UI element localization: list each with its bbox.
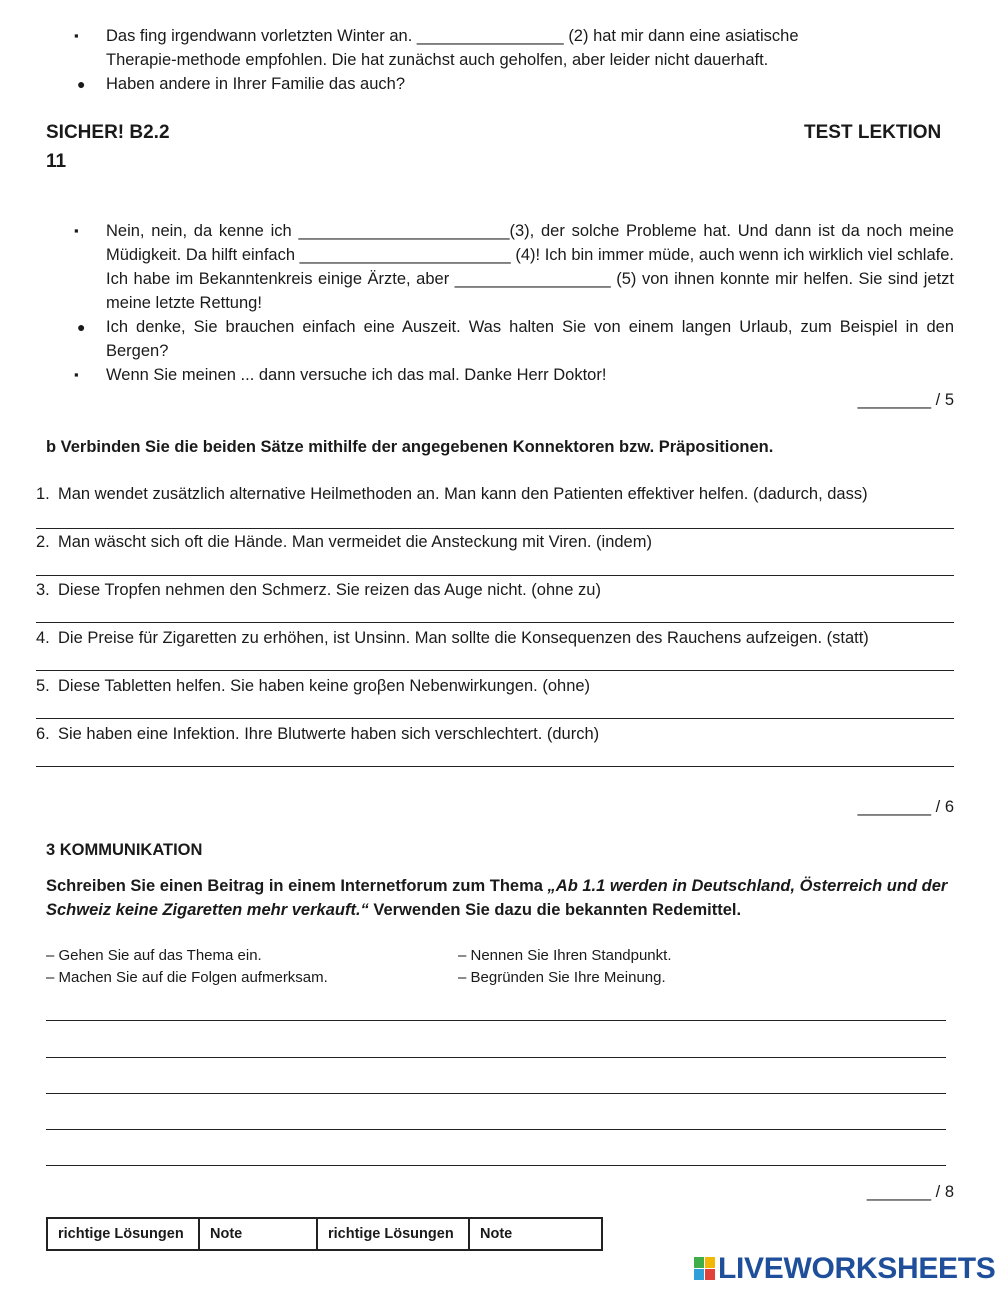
answer-line[interactable] [36,670,954,671]
answer-line[interactable] [36,575,954,576]
section-b-title: b Verbinden Sie die beiden Sätze mithilfe der angegebenen Konnektoren bzw. Präpositionen. [46,438,774,456]
round-bullet-icon: ● [77,76,86,92]
square-bullet-icon: ▪ [74,28,79,43]
logo-text: LIVEWORKSHEETS [718,1252,996,1285]
writing-line[interactable] [46,1129,946,1130]
dialogue-paragraph: Nein, nein, da kenne ich _______________________(3), der solche Probleme hat. Und dann ist da noch meine Müdigkeit. Da hilft einfach _______________________ (4)! Ich bin immer müde, auch wenn ich wirklich viel schlafe. Ich habe im Bekanntenkreis einige Ärzte, aber _________________ (5) von ihnen konnte mir helfen. Sie sind jetzt meine letzte Rettung! [106,222,954,312]
grade-cell-label: richtige Lösungen [47,1218,199,1250]
round-bullet-icon: ● [77,319,86,335]
grade-table [46,1217,603,1251]
liveworksheets-logo[interactable] [694,1254,996,1284]
score-a: ________ / 5 [857,391,954,409]
answer-line[interactable] [36,528,954,529]
header-title-right: TEST LEKTION [804,122,942,143]
square-bullet-icon: ▪ [74,367,79,382]
exercise-sentence: Sie haben eine Infektion. Ihre Blutwerte haben sich verschlechtert. (durch) [58,725,600,743]
exercise-sentence: Diese Tabletten helfen. Sie haben keine groβen Nebenwirkungen. (ohne) [58,677,591,695]
score-b: ________ / 6 [857,798,954,816]
item-number: 1. [36,485,50,503]
exercise-sentence: Diese Tropfen nehmen den Schmerz. Sie reizen das Auge nicht. (ohne zu) [58,581,601,599]
exercise-sentence: Man wendet zusätzlich alternative Heilmethoden an. Man kann den Patienten effektiver helfen. (dadurch, dass) [58,485,868,503]
dialogue-line: Das fing irgendwann vorletzten Winter an. ________________ (2) hat mir dann eine asiatische [106,27,799,45]
answer-line[interactable] [36,766,954,767]
section-3-title: 3 KOMMUNIKATION [46,841,203,859]
exercise-sentence: Die Preise für Zigaretten zu erhöhen, ist Unsinn. Man sollte die Konsequenzen des Rauchens aufzeigen. (statt) [58,629,869,647]
writing-point: – Machen Sie auf die Folgen aufmerksam. [46,969,328,986]
header-title-left: SICHER! B2.2 [46,122,170,143]
liveworksheets-logo-icon [694,1257,716,1281]
header-lesson-number: 11 [46,151,67,172]
writing-line[interactable] [46,1165,946,1166]
dialogue-paragraph: Wenn Sie meinen ... dann versuche ich das mal. Danke Herr Doktor! [106,366,607,384]
item-number: 2. [36,533,50,551]
dialogue-line: Therapie-methode empfohlen. Die hat zunächst auch geholfen, aber leider nicht dauerhaft. [106,51,769,69]
grade-cell-label: richtige Lösungen [317,1218,469,1250]
item-number: 6. [36,725,50,743]
writing-line[interactable] [46,1020,946,1021]
item-number: 5. [36,677,50,695]
writing-point: – Gehen Sie auf das Thema ein. [46,947,262,964]
section-3-instruction [46,874,956,922]
answer-line[interactable] [36,718,954,719]
item-number: 4. [36,629,50,647]
writing-point: – Nennen Sie Ihren Standpunkt. [458,947,672,964]
writing-point: – Begründen Sie Ihre Meinung. [458,969,666,986]
exercise-sentence: Man wäscht sich oft die Hände. Man vermeidet die Ansteckung mit Viren. (indem) [58,533,652,551]
instruction-suffix: Verwenden Sie dazu die bekannten Redemittel. [368,901,742,919]
grade-cell-label: Note [199,1218,317,1250]
instruction-prefix: Schreiben Sie einen Beitrag in einem Internetforum zum Thema [46,877,548,895]
writing-line[interactable] [46,1093,946,1094]
square-bullet-icon: ▪ [74,223,79,238]
answer-line[interactable] [36,622,954,623]
item-number: 3. [36,581,50,599]
dialogue-paragraph: Ich denke, Sie brauchen einfach eine Auszeit. Was halten Sie von einem langen Urlaub, zum Beispiel in den Bergen? [106,318,954,360]
dialogue-line: Haben andere in Ihrer Familie das auch? [106,75,406,93]
score-3: _______ / 8 [866,1183,954,1201]
writing-line[interactable] [46,1057,946,1058]
instruction-topic: „Ab 1.1 werden in Deutschland, Österreich und der Schweiz keine Zigaretten mehr verkauft.“ [46,877,948,919]
grade-cell-label: Note [469,1218,602,1250]
